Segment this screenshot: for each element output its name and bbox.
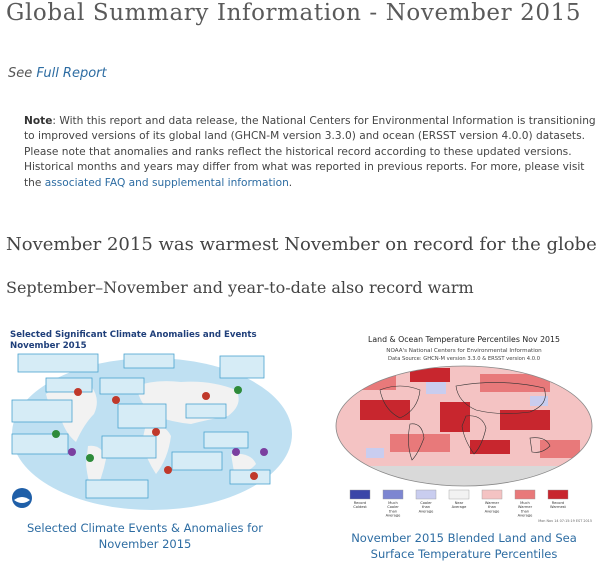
warm-event-icon (152, 428, 160, 436)
climate-anomalies-map-image[interactable] (6, 324, 292, 514)
legend-label: than (520, 509, 530, 514)
legend-label: Cooler (387, 505, 399, 510)
map-callout (172, 452, 222, 470)
legend-label: Cooler (420, 501, 432, 505)
percentiles-map-footnote: Mon Nov 14 07:15:19 EST 2015 (538, 519, 592, 523)
temperature-percentiles-map-image[interactable] (330, 330, 598, 526)
map-callout (204, 432, 248, 448)
map-callout (46, 378, 92, 392)
legend-label: Much (388, 501, 398, 505)
map-callout (118, 404, 166, 428)
legend-swatch (383, 490, 403, 499)
legend-label: than (421, 505, 431, 510)
map-callout (220, 356, 264, 378)
legend-swatch (350, 490, 370, 499)
see-prefix: See (8, 66, 33, 81)
note-paragraph (24, 114, 596, 191)
map-callout (12, 400, 72, 422)
legend-label: Warmest (550, 505, 566, 510)
cyclone-icon (68, 448, 76, 456)
legend-label: than (388, 509, 398, 514)
map-title-line1: Selected Significant Climate Anomalies and Events (10, 330, 257, 340)
legend-label: than (487, 505, 497, 510)
legend-label: Coldest (353, 505, 367, 510)
legend-label: Near (454, 501, 464, 505)
legend-swatch (515, 490, 535, 499)
map-callout (18, 354, 98, 372)
map-callout (102, 436, 156, 458)
cyclone-icon (232, 448, 240, 456)
map-callout (12, 434, 68, 454)
warm-event-icon (164, 466, 172, 474)
warm-event-icon (112, 396, 120, 404)
note-text: : With this report and data release, the National Centers for Environmental Information is transitioning to improved versions of its global land (GHCN-M version 3.3.0) and ocean (ERSST version 4.0.0) datasets. Please note that anomalies and ranks reflect the historical record according to these updated versions. Historical months and years may differ from what was reported in previous reports. For more, please visit the (24, 115, 596, 189)
map-callout (186, 404, 226, 418)
legend-label: Much (520, 501, 530, 505)
map-callout (230, 470, 270, 484)
full-report-link[interactable]: Full Report (36, 66, 107, 81)
percentiles-map-source: Data Source: GHCN-M version 3.3.0 & ERSST version 4.0.0 (388, 356, 540, 362)
legend-label: Average (451, 505, 467, 510)
percentiles-caption-link[interactable]: November 2015 Blended Land and Sea Surface Temperature Percentiles (351, 531, 577, 561)
see-full-report-line (8, 66, 107, 81)
temperature-percentiles-map-graphic (330, 330, 598, 526)
note-label: Note (24, 115, 53, 127)
precip-event-icon (234, 386, 242, 394)
map-callout (124, 354, 174, 368)
legend-swatch (482, 490, 502, 499)
warm-event-icon (74, 388, 82, 396)
page-title: Global Summary Information - November 2015 (6, 0, 582, 26)
percentiles-map-title: Land & Ocean Temperature Percentiles Nov 2015 (368, 335, 560, 344)
cyclone-icon (260, 448, 268, 456)
note-end: . (288, 176, 293, 189)
legend-label: Warmer (484, 501, 500, 505)
warm-event-icon (250, 472, 258, 480)
map-callout (100, 378, 144, 394)
faq-link[interactable]: associated FAQ and supplemental information (44, 176, 289, 189)
percentiles-map-subtitle: NOAA's National Centers for Environmental Information (386, 348, 542, 354)
legend-swatch (416, 490, 436, 499)
climate-events-caption-link[interactable]: Selected Climate Events & Anomalies for November 2015 (27, 521, 263, 551)
legend-label: Average (385, 513, 401, 518)
legend-label: Record (551, 501, 565, 505)
legend-label: Average (484, 509, 500, 514)
legend-label: Record (353, 501, 367, 505)
precip-event-icon (52, 430, 60, 438)
headline-record-warm-november: November 2015 was warmest November on record for the globe (6, 234, 597, 255)
warm-event-icon (202, 392, 210, 400)
legend-label: Warmer (517, 505, 533, 510)
legend-swatch (449, 490, 469, 499)
map-callout (86, 480, 148, 498)
legend-label: Average (418, 509, 434, 514)
map-title-line2: November 2015 (10, 341, 87, 351)
climate-anomalies-map-graphic (6, 324, 292, 514)
precip-event-icon (86, 454, 94, 462)
legend-swatch (548, 490, 568, 499)
headline-year-to-date: September–November and year-to-date also record warm (6, 278, 474, 297)
legend-label: Average (517, 513, 533, 518)
